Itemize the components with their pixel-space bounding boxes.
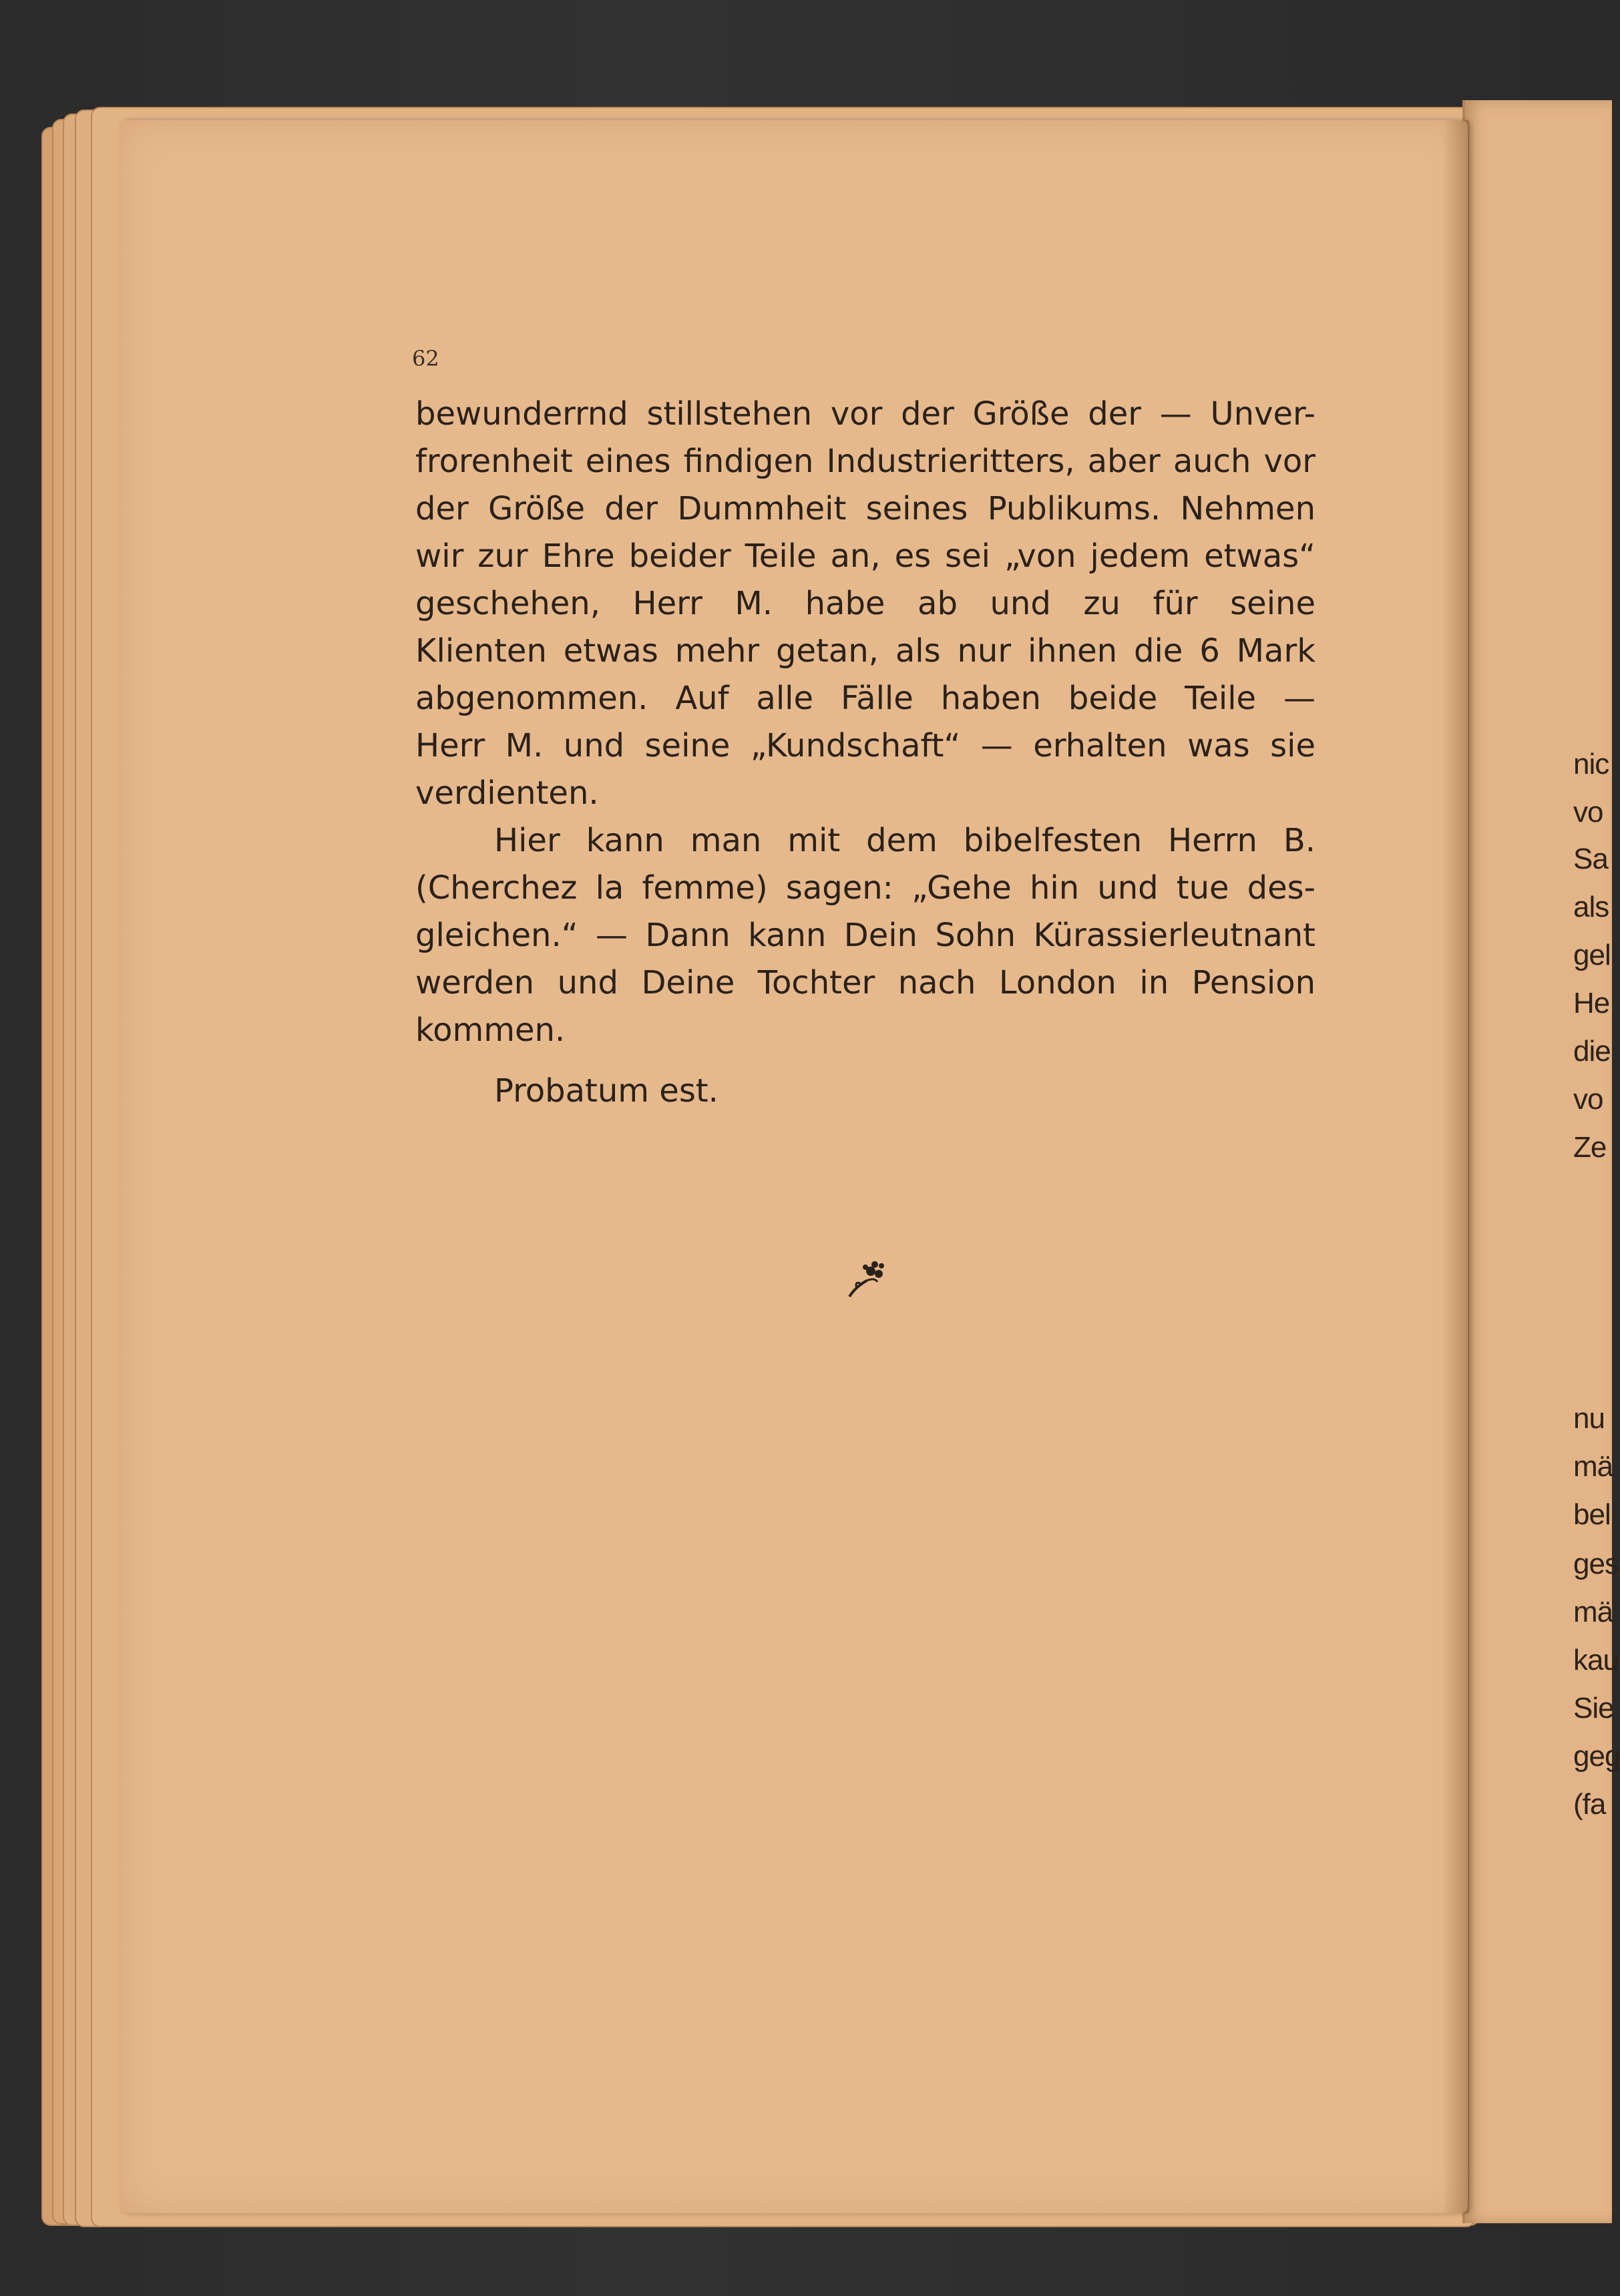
text-line: gleichen.“ — Dann kann Dein Sohn Kürassierleutnant (415, 917, 1315, 954)
facing-page-fragment: bel (1573, 1498, 1611, 1531)
text-line: bewunderrnd stillstehen vor der Größe der — Unver- (415, 395, 1315, 433)
text-line: abgenommen. Auf alle Fälle haben beide Teile — (415, 680, 1315, 717)
text-line: frorenheit eines findigen Industrieritters, aber auch vor (415, 443, 1315, 480)
facing-page-fragment: mä (1573, 1596, 1613, 1628)
facing-page-fragment: mä (1573, 1450, 1613, 1483)
text-line: geschehen, Herr M. habe ab und zu für seine (415, 585, 1315, 622)
fleuron-ornament-icon (843, 1255, 889, 1302)
facing-page-fragment: He (1573, 987, 1610, 1019)
text-line: Herr M. und seine „Kundschaft“ — erhalten was sie (415, 727, 1315, 764)
book-page (120, 120, 1468, 2213)
text-line: verdienten. (415, 774, 599, 812)
text-line: Probatum est. (494, 1072, 719, 1110)
facing-page-fragment: geg (1573, 1740, 1620, 1773)
facing-page-fragment: nu (1573, 1402, 1605, 1435)
facing-page-fragment: Ze (1573, 1131, 1607, 1164)
facing-page-fragment: die (1573, 1035, 1611, 1068)
facing-page-fragment: vo (1573, 1083, 1603, 1116)
facing-page-fragment: kau (1573, 1644, 1619, 1676)
text-line: kommen. (415, 1011, 566, 1049)
facing-page-fragment: (fa (1573, 1788, 1606, 1821)
page-number: 62 (412, 346, 439, 371)
text-line: (Cherchez la femme) sagen: „Gehe hin und tue des- (415, 869, 1315, 907)
text-line: werden und Deine Tochter nach London in Pension (415, 964, 1315, 1001)
facing-page-fragment: Sie (1573, 1692, 1614, 1725)
facing-page-fragment: Sa (1573, 843, 1608, 875)
facing-page-fragment: gel (1573, 939, 1611, 971)
facing-page-fragment: vo (1573, 796, 1603, 829)
text-line: der Größe der Dummheit seines Publikums. Nehmen (415, 490, 1315, 527)
text-line: Hier kann man mit dem bibelfesten Herrn B. (494, 822, 1315, 859)
text-line: Klienten etwas mehr getan, als nur ihnen die 6 Mark (415, 632, 1315, 670)
page-gutter-shadow (1442, 120, 1469, 2213)
facing-page-fragment: ges (1573, 1548, 1619, 1580)
facing-page-fragment: als (1573, 891, 1609, 923)
text-line: wir zur Ehre beider Teile an, es sei „von jedem etwas“ (415, 537, 1315, 575)
facing-page-fragment: nic (1573, 748, 1609, 780)
